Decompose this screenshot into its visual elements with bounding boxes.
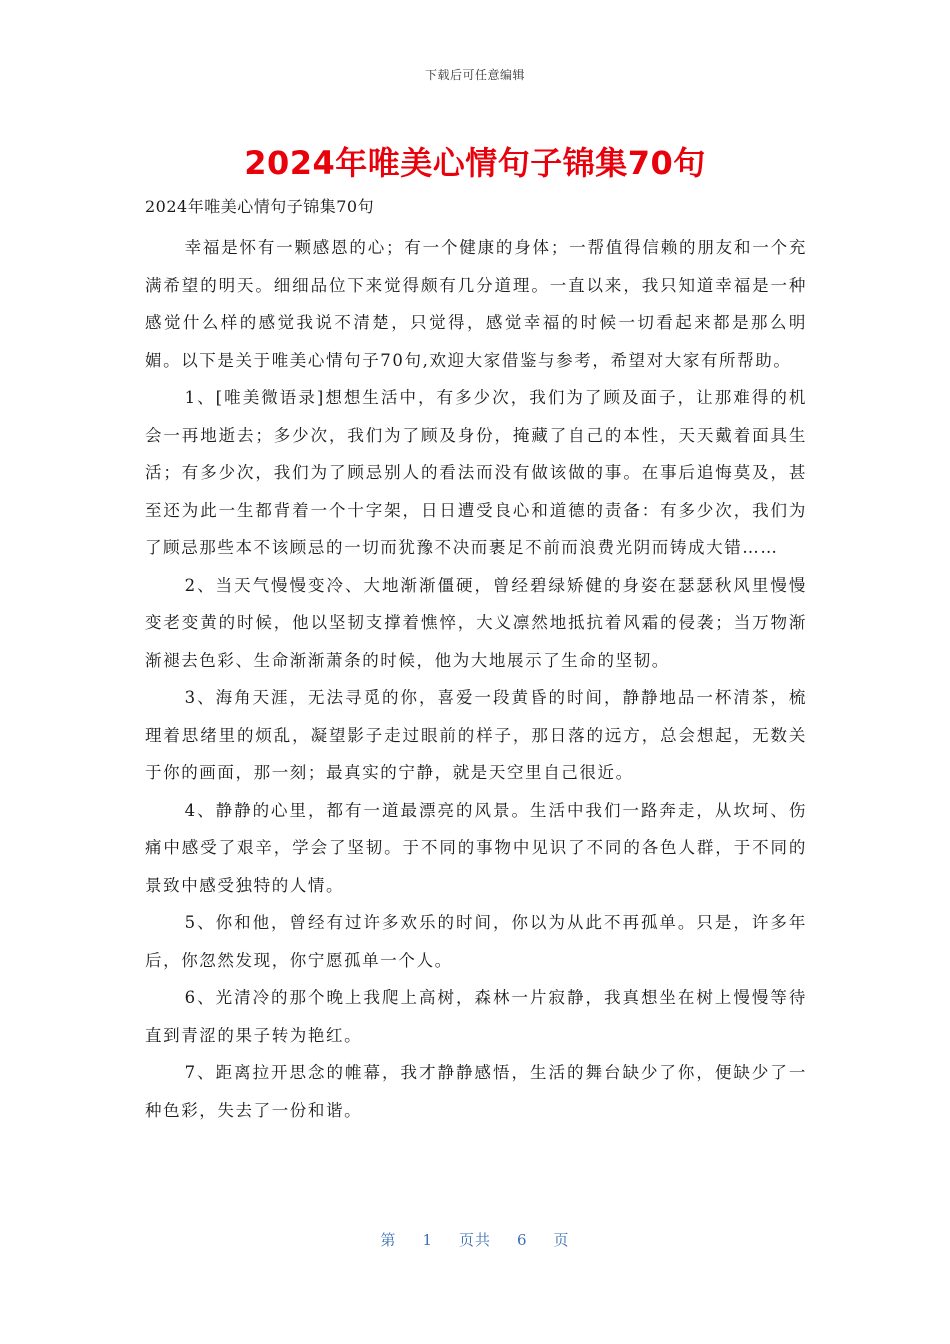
paragraph-7: 7、距离拉开思念的帷幕，我才静静感悟，生活的舞台缺少了你，便缺少了一种色彩，失去了一份和谐。	[145, 1063, 807, 1120]
document-body	[145, 194, 807, 1129]
footer-page-word: 第	[380, 1231, 397, 1249]
footer-page-total: 6	[517, 1231, 528, 1249]
paragraph-6: 6、光清冷的那个晚上我爬上高树，森林一片寂静，我真想坐在树上慢慢等待直到青涩的果子转为艳红。	[145, 988, 807, 1045]
paragraph-1: 1、[唯美微语录]想想生活中，有多少次，我们为了顾及面子，让那难得的机会一再地逝去；多少次，我们为了顾及身份，掩藏了自己的本性，天天戴着面具生活；有多少次，我们为了顾忌别人的看法而没有做该做的事。在事后追悔莫及，甚至还为此一生都背着一个十字架，日日遭受良心和道德的责备：有多少次，我们为了顾忌那些本不该顾忌的一切而犹豫不决而裹足不前而浪费光阴而铸成大错……	[145, 388, 807, 557]
page-footer	[0, 1229, 950, 1250]
paragraph-3: 3、海角天涯，无法寻觅的你，喜爱一段黄昏的时间，静静地品一杯清茶，梳理着思绪里的烦乱，凝望影子走过眼前的样子，那日落的远方，总会想起，无数关于你的画面，那一刻；最真实的宁静，就是天空里自己很近。	[145, 688, 807, 782]
footer-page-mid: 页共	[458, 1231, 491, 1249]
paragraph-intro: 幸福是怀有一颗感恩的心；有一个健康的身体；一帮值得信赖的朋友和一个充满希望的明天。细细品位下来觉得颇有几分道理。一直以来，我只知道幸福是一种感觉什么样的感觉我说不清楚，只觉得，感觉幸福的时候一切看起来都是那么明媚。以下是关于唯美心情句子70句,欢迎大家借鉴与参考，希望对大家有所帮助。	[145, 238, 807, 370]
header-note: 下载后可任意编辑	[424, 68, 525, 82]
footer-page-end: 页	[553, 1231, 570, 1249]
document-subtitle: 2024年唯美心情句子锦集70句	[145, 197, 375, 216]
paragraph-5: 5、你和他，曾经有过许多欢乐的时间，你以为从此不再孤单。只是，许多年后，你忽然发现，你宁愿孤单一个人。	[145, 913, 807, 970]
paragraph-4: 4、静静的心里，都有一道最漂亮的风景。生活中我们一路奔走，从坎坷、伤痛中感受了艰辛，学会了坚韧。于不同的事物中见识了不同的各色人群，于不同的景致中感受独特的人情。	[145, 800, 807, 895]
document-title: 2024年唯美心情句子锦集70句	[244, 144, 706, 182]
footer-page-current: 1	[422, 1231, 433, 1249]
paragraph-2: 2、当天气慢慢变冷、大地渐渐僵硬，曾经碧绿矫健的身姿在瑟瑟秋风里慢慢变老变黄的时候，他以坚韧支撑着憔悴，大义凛然地抵抗着风霜的侵袭；当万物渐渐褪去色彩、生命渐渐萧条的时候，他为大地展示了生命的坚韧。	[145, 575, 807, 670]
